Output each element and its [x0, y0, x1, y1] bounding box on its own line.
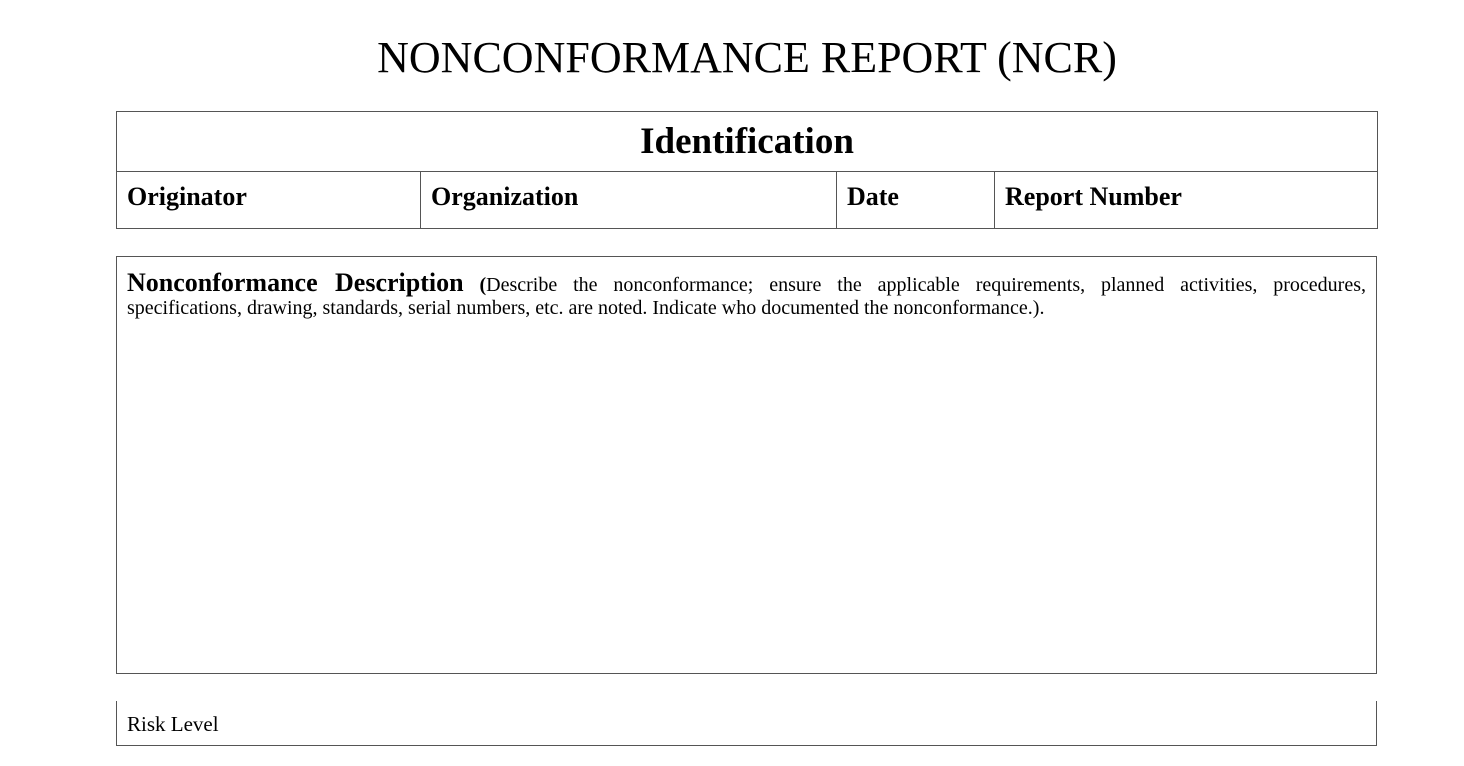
instructions-open-paren: ( — [479, 274, 487, 296]
originator-field[interactable]: Originator — [117, 172, 421, 229]
identification-heading: Identification — [117, 112, 1378, 172]
document-title: NONCONFORMANCE REPORT (NCR) — [377, 33, 1117, 82]
organization-field[interactable]: Organization — [421, 172, 837, 229]
date-field[interactable]: Date — [837, 172, 995, 229]
identification-table — [116, 111, 1378, 229]
report-number-field[interactable]: Report Number — [995, 172, 1378, 229]
identification-fields-row — [117, 172, 1378, 229]
nonconformance-description-box[interactable] — [116, 256, 1377, 674]
risk-level-box[interactable] — [116, 701, 1377, 746]
identification-header-row — [117, 112, 1378, 172]
nonconformance-description-instructions: Describe the nonconformance; ensure the applicable requirements, planned activities, procedures, specifications, drawing, standards, serial numbers, etc. are noted. Indicate who documented the nonconformance.). — [127, 274, 1366, 319]
risk-level-label: Risk Level — [127, 712, 219, 736]
nonconformance-description-heading: Nonconformance Description — [127, 268, 464, 297]
